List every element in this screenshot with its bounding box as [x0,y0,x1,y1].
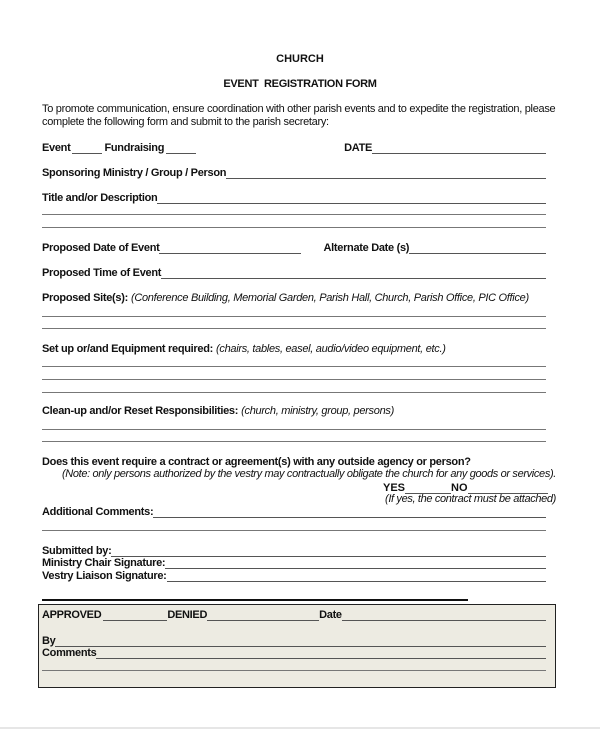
comments-field[interactable] [153,507,546,518]
comments-label: Additional Comments: [42,506,154,518]
contract-question [42,454,546,468]
alternate-date-label: Alternate Date (s) [323,242,410,254]
contract-attach-note: (If yes, the contract must be attached) [385,493,556,505]
approved-field[interactable] [103,610,167,621]
cleanup-row [42,403,546,417]
ministry-sig-label: Ministry Chair Signature: [42,557,166,569]
comments-row [42,504,546,518]
date-label: DATE [344,142,373,154]
submitted-label: Submitted by: [42,545,112,557]
setup-line[interactable] [42,379,546,380]
site-row [42,290,546,304]
intro-line-2: complete the following form and submit to the parish secretary: [42,116,329,128]
title-line[interactable] [42,227,546,228]
cleanup-hint: (church, ministry, group, persons) [241,405,394,417]
no-label: NO [451,482,468,494]
comments-line[interactable] [42,530,546,531]
vestry-sig-label: Vestry Liaison Signature: [42,570,167,582]
setup-hint: (chairs, tables, easel, audio/video equipment, etc.) [216,343,446,355]
office-comments-label: Comments [42,647,97,659]
yes-no-row [383,480,548,494]
site-hint: (Conference Building, Memorial Garden, Parish Hall, Church, Parish Office, PIC Office) [130,292,529,304]
denied-field[interactable] [207,610,319,621]
cleanup-line[interactable] [42,441,546,442]
event-field[interactable] [72,143,102,154]
setup-row [42,341,546,355]
title-row [42,190,546,204]
date-field[interactable] [372,143,546,154]
title-field[interactable] [157,193,546,204]
setup-line[interactable] [42,366,546,367]
approved-label: APPROVED [42,609,102,621]
proposed-time-label: Proposed Time of Event [42,267,162,279]
contract-note: (Note: only persons authorized by the vestry may contractually obligate the church for any goods or services). [61,468,556,480]
contract-question-text: Does this event require a contract or agreement(s) with any outside agency or person? [42,456,471,468]
title-label: Title and/or Description [42,192,158,204]
proposed-date-row [42,240,546,254]
site-label: Proposed Site(s): [42,292,128,304]
office-comments-field[interactable] [96,648,546,659]
page-bottom-edge [0,727,600,729]
intro-line-1: To promote communication, ensure coordination with other parish events and to expedite the registration, please [42,103,556,115]
office-date-label: Date [319,609,342,621]
site-line[interactable] [42,328,546,329]
proposed-time-field[interactable] [161,268,546,279]
office-date-field[interactable] [342,610,546,621]
sponsoring-field[interactable] [226,168,546,179]
vestry-sig-row [42,568,546,582]
fundraising-field[interactable] [166,143,196,154]
proposed-date-label: Proposed Date of Event [42,242,160,254]
setup-line[interactable] [42,392,546,393]
org-name: CHURCH [276,53,324,65]
proposed-date-field[interactable] [159,243,301,254]
event-label: Event [42,142,71,154]
cleanup-label: Clean-up and/or Reset Responsibilities: [42,405,239,417]
form-title: EVENT REGISTRATION FORM [223,78,377,90]
office-comments-row [42,645,546,659]
office-comments-line[interactable] [42,670,546,671]
setup-label: Set up or/and Equipment required: [42,343,213,355]
fundraising-label: Fundraising [104,142,165,154]
ministry-sig-row [42,555,546,569]
cleanup-line[interactable] [42,429,546,430]
divider [42,599,468,601]
sponsoring-label: Sponsoring Ministry / Group / Person [42,167,227,179]
approval-row [42,607,546,621]
proposed-time-row [42,265,546,279]
by-label: By [42,635,56,647]
sponsoring-row [42,165,546,179]
alternate-date-field[interactable] [409,243,546,254]
vestry-sig-field[interactable] [167,571,546,582]
site-line[interactable] [42,316,546,317]
denied-label: DENIED [167,609,208,621]
event-row [42,140,546,154]
yes-label: YES [383,482,406,494]
title-line[interactable] [42,214,546,215]
